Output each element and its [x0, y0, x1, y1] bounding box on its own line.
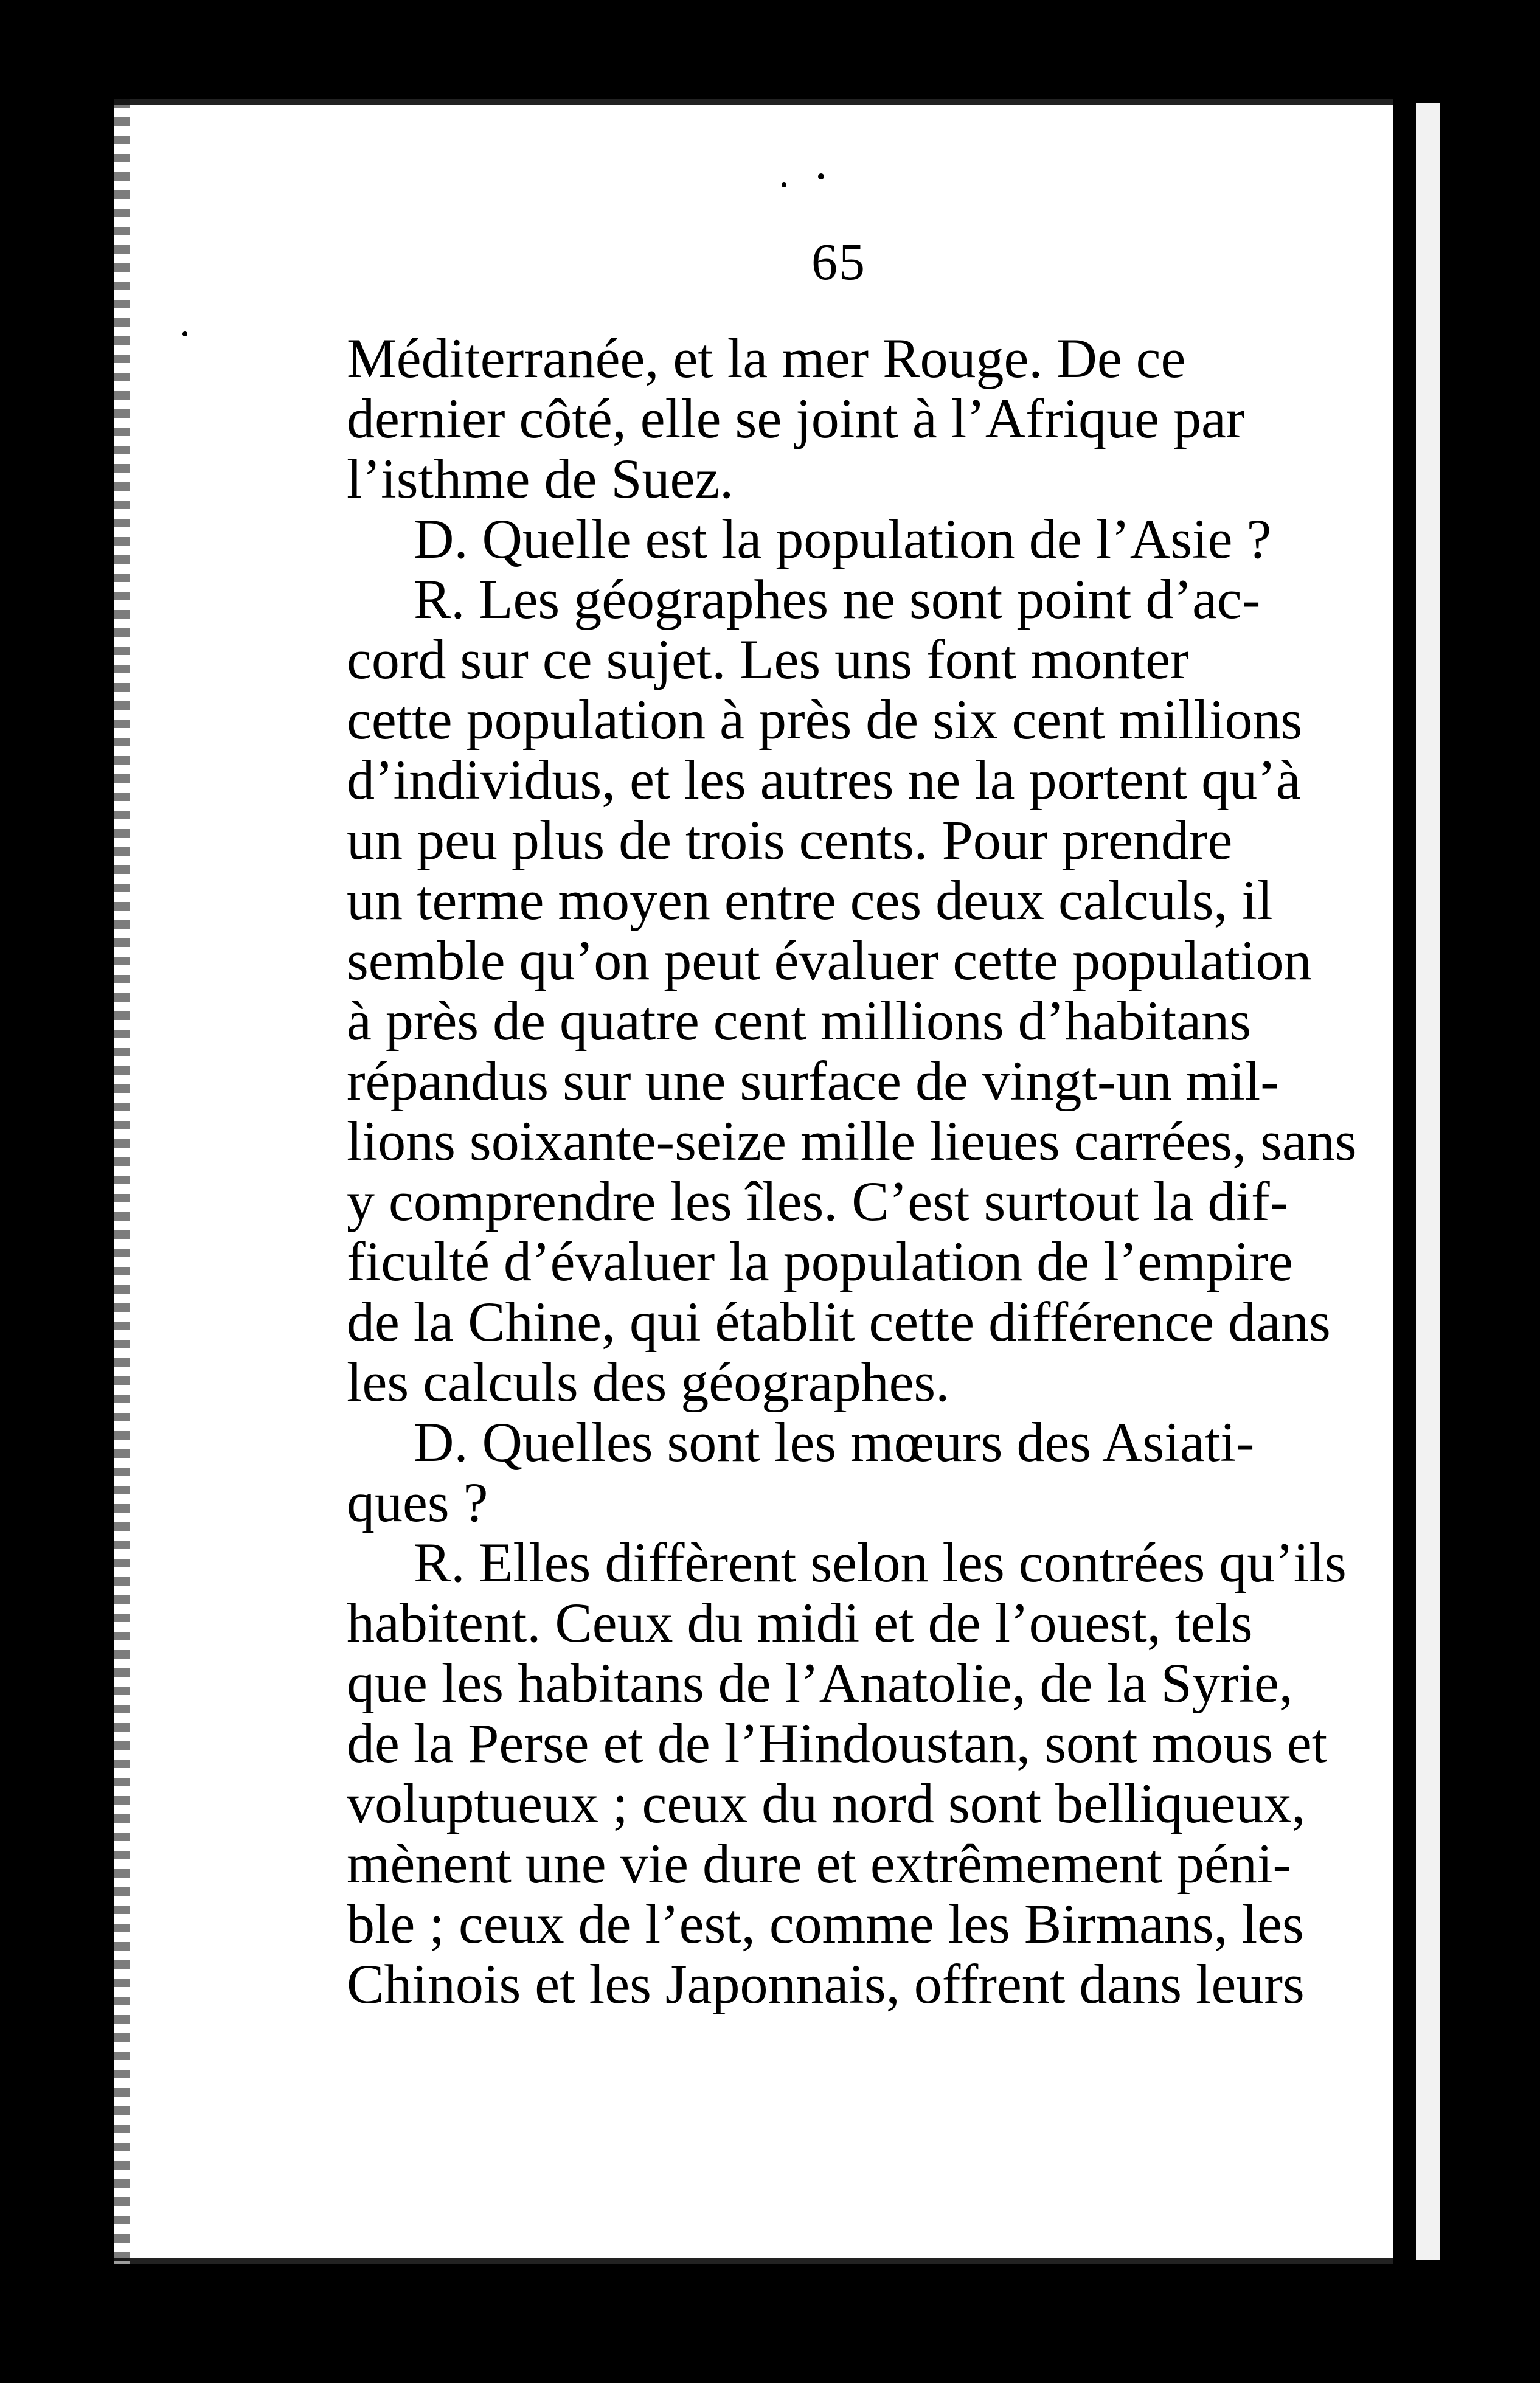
scan-border-top: [114, 99, 1393, 105]
text-line: d’individus, et les autres ne la portent qu’à: [347, 750, 1301, 810]
text-line: y comprendre les îles. C’est surtout la dif-: [347, 1171, 1289, 1232]
scan-border-bottom: [114, 2258, 1393, 2264]
text-line: Chinois et les Japonnais, offrent dans leurs: [347, 1954, 1305, 2014]
ink-speck: [182, 331, 187, 336]
text-line: ble ; ceux de l’est, comme les Birmans, les: [347, 1894, 1304, 1954]
page-left-edge: [114, 99, 130, 2264]
ink-speck: [818, 173, 824, 179]
text-line: de la Chine, qui établit cette différence dans: [347, 1292, 1331, 1352]
page-number: 65: [811, 232, 866, 291]
text-line: mènent une vie dure et extrêmement péni-: [347, 1834, 1292, 1894]
text-line: répandus sur une surface de vingt-un mil-: [347, 1051, 1279, 1111]
text-line: que les habitans de l’Anatolie, de la Syrie,: [347, 1653, 1293, 1713]
text-line: voluptueux ; ceux du nord sont belliqueux,: [347, 1774, 1306, 1834]
text-line: D. Quelle est la population de l’Asie ?: [414, 509, 1272, 569]
text-line: cette population à près de six cent millions: [347, 690, 1303, 750]
text-line: habitent. Ceux du midi et de l’ouest, tels: [347, 1593, 1253, 1653]
ink-speck: [782, 182, 786, 187]
text-line: cord sur ce sujet. Les uns font monter: [347, 630, 1189, 690]
text-line: un terme moyen entre ces deux calculs, il: [347, 870, 1273, 931]
text-line: les calculs des géographes.: [347, 1352, 950, 1412]
text-line: un peu plus de trois cents. Pour prendre: [347, 810, 1233, 870]
text-line: Méditerranée, et la mer Rouge. De ce: [347, 328, 1186, 389]
text-line: l’isthme de Suez.: [347, 449, 734, 509]
text-line: semble qu’on peut évaluer cette population: [347, 931, 1312, 991]
text-line: R. Les géographes ne sont point d’ac-: [414, 569, 1261, 630]
text-line: de la Perse et de l’Hindoustan, sont mous et: [347, 1713, 1328, 1774]
text-line: ques ?: [347, 1472, 488, 1533]
text-line: lions soixante-seize mille lieues carrées, sans: [347, 1111, 1357, 1171]
body-text: [347, 328, 1490, 2014]
text-line: dernier côté, elle se joint à l’Afrique par: [347, 389, 1245, 449]
text-line: ficulté d’évaluer la population de l’empire: [347, 1232, 1293, 1292]
text-line: à près de quatre cent millions d’habitans: [347, 991, 1251, 1051]
text-line: D. Quelles sont les mœurs des Asiati-: [414, 1412, 1255, 1472]
text-line: R. Elles diffèrent selon les contrées qu’ils: [414, 1533, 1347, 1593]
